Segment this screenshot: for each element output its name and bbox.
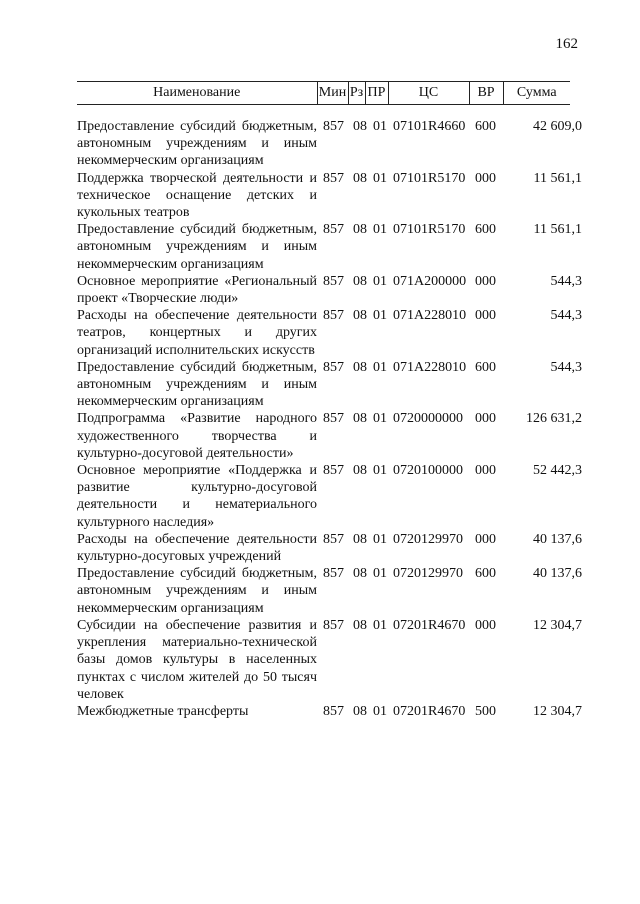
cell-sum: 12 304,7 [533, 703, 582, 719]
page-number: 162 [555, 36, 578, 52]
table-row [77, 617, 582, 703]
cell-vr: 500 [475, 703, 496, 719]
cell-cs: 0720100000 [393, 463, 463, 479]
cell-name: Предоставление субсидий бюджетным, автономным учреждениям и иным некоммерческим организациям [77, 359, 317, 410]
cell-min: 857 [323, 308, 344, 324]
cell-min: 857 [323, 703, 344, 719]
cell-pr: 01 [373, 222, 387, 238]
cell-min: 857 [323, 170, 344, 186]
cell-vr: 000 [475, 308, 496, 324]
cell-rz: 08 [353, 359, 367, 375]
cell-rz: 08 [353, 566, 367, 582]
table-row [77, 531, 582, 565]
cell-vr: 000 [475, 411, 496, 427]
cell-cs: 07101R4660 [393, 119, 466, 134]
cell-pr: 01 [373, 308, 387, 324]
cell-pr: 01 [373, 170, 387, 186]
table-row [77, 307, 582, 359]
cell-vr: 000 [475, 170, 496, 186]
cell-min: 857 [323, 119, 344, 134]
cell-rz: 08 [353, 273, 367, 289]
cell-min: 857 [323, 531, 344, 547]
cell-cs: 071А228010 [393, 308, 467, 324]
cell-sum: 11 561,1 [533, 222, 582, 238]
cell-name: Межбюджетные трансферты [77, 703, 249, 719]
cell-rz: 08 [353, 308, 367, 324]
header-name: Наименование [77, 82, 317, 105]
cell-min: 857 [323, 566, 344, 582]
cell-pr: 01 [373, 273, 387, 289]
header-rz: Рз [348, 82, 365, 105]
cell-sum: 11 561,1 [533, 170, 582, 186]
table-header [77, 81, 570, 105]
table-row [77, 221, 582, 273]
cell-rz: 08 [353, 119, 367, 134]
cell-name: Основное мероприятие «Поддержка и развитие культурно-досуговой деятельности и нематериального культурного наследия» [77, 463, 317, 530]
cell-sum: 40 137,6 [533, 566, 582, 582]
cell-rz: 08 [353, 617, 367, 633]
table-row [77, 410, 582, 462]
cell-rz: 08 [353, 463, 367, 479]
cell-pr: 01 [373, 463, 387, 479]
cell-sum: 544,3 [550, 359, 582, 375]
cell-pr: 01 [373, 617, 387, 633]
cell-cs: 07201R4670 [393, 703, 466, 719]
cell-vr: 000 [475, 617, 496, 633]
table-row [77, 462, 582, 531]
cell-name: Предоставление субсидий бюджетным, автономным учреждениям и иным некоммерческим организациям [77, 119, 317, 169]
header-cs: ЦС [388, 82, 469, 105]
cell-vr: 600 [475, 222, 496, 238]
cell-rz: 08 [353, 703, 367, 719]
cell-sum: 126 631,2 [526, 411, 582, 427]
cell-name: Расходы на обеспечение деятельности культурно-досуговых учреждений [77, 531, 317, 565]
table-row [77, 565, 582, 617]
table-row [77, 359, 582, 411]
cell-min: 857 [323, 359, 344, 375]
cell-rz: 08 [353, 411, 367, 427]
cell-name: Подпрограмма «Развитие народного художественного творчества и культурно-досуговой деятельности» [77, 411, 317, 461]
cell-min: 857 [323, 617, 344, 633]
cell-pr: 01 [373, 359, 387, 375]
cell-cs: 07201R4670 [393, 617, 466, 633]
cell-sum: 544,3 [550, 308, 582, 324]
cell-name: Предоставление субсидий бюджетным, автономным учреждениям и иным некоммерческим организациям [77, 222, 317, 272]
cell-vr: 600 [475, 566, 496, 582]
cell-sum: 40 137,6 [533, 531, 582, 547]
cell-name: Основное мероприятие «Региональный проект «Творческие люди» [77, 273, 317, 307]
cell-pr: 01 [373, 566, 387, 582]
cell-name: Расходы на обеспечение деятельности театров, концертных и других организаций исполнительских искусств [77, 308, 317, 358]
cell-pr: 01 [373, 531, 387, 547]
cell-sum: 52 442,3 [533, 463, 582, 479]
header-sum: Сумма [503, 82, 570, 105]
cell-cs: 071А228010 [393, 359, 467, 375]
cell-sum: 544,3 [550, 273, 582, 289]
cell-vr: 600 [475, 119, 496, 134]
cell-vr: 000 [475, 531, 496, 547]
cell-sum: 12 304,7 [533, 617, 582, 633]
table-row [77, 170, 582, 222]
cell-name: Субсидии на обеспечение развития и укрепления материально-технической базы домов культуры в населенных пунктах с числом жителей до 50 тысяч человек [77, 617, 317, 702]
cell-cs: 0720129970 [393, 531, 463, 547]
cell-pr: 01 [373, 119, 387, 134]
cell-cs: 07101R5170 [393, 170, 466, 186]
cell-name: Поддержка творческой деятельности и техническое оснащение детских и кукольных театров [77, 170, 317, 221]
cell-rz: 08 [353, 170, 367, 186]
cell-pr: 01 [373, 411, 387, 427]
cell-cs: 07101R5170 [393, 222, 466, 238]
header-min: Мин [317, 82, 348, 105]
cell-cs: 0720000000 [393, 411, 463, 427]
cell-min: 857 [323, 411, 344, 427]
table-row [77, 703, 582, 720]
cell-vr: 600 [475, 359, 496, 375]
table-row [77, 118, 582, 170]
cell-cs: 0720129970 [393, 566, 463, 582]
cell-pr: 01 [373, 703, 387, 719]
cell-min: 857 [323, 273, 344, 289]
header-vr: ВР [469, 82, 503, 105]
cell-cs: 071А200000 [393, 273, 467, 289]
header-pr: ПР [365, 82, 388, 105]
table-body [77, 118, 582, 720]
table-row [77, 273, 582, 307]
cell-name: Предоставление субсидий бюджетным, автономным учреждениям и иным некоммерческим организациям [77, 566, 317, 616]
cell-vr: 000 [475, 463, 496, 479]
cell-min: 857 [323, 463, 344, 479]
cell-min: 857 [323, 222, 344, 238]
cell-rz: 08 [353, 531, 367, 547]
cell-rz: 08 [353, 222, 367, 238]
cell-sum: 42 609,0 [533, 119, 582, 134]
cell-vr: 000 [475, 273, 496, 289]
